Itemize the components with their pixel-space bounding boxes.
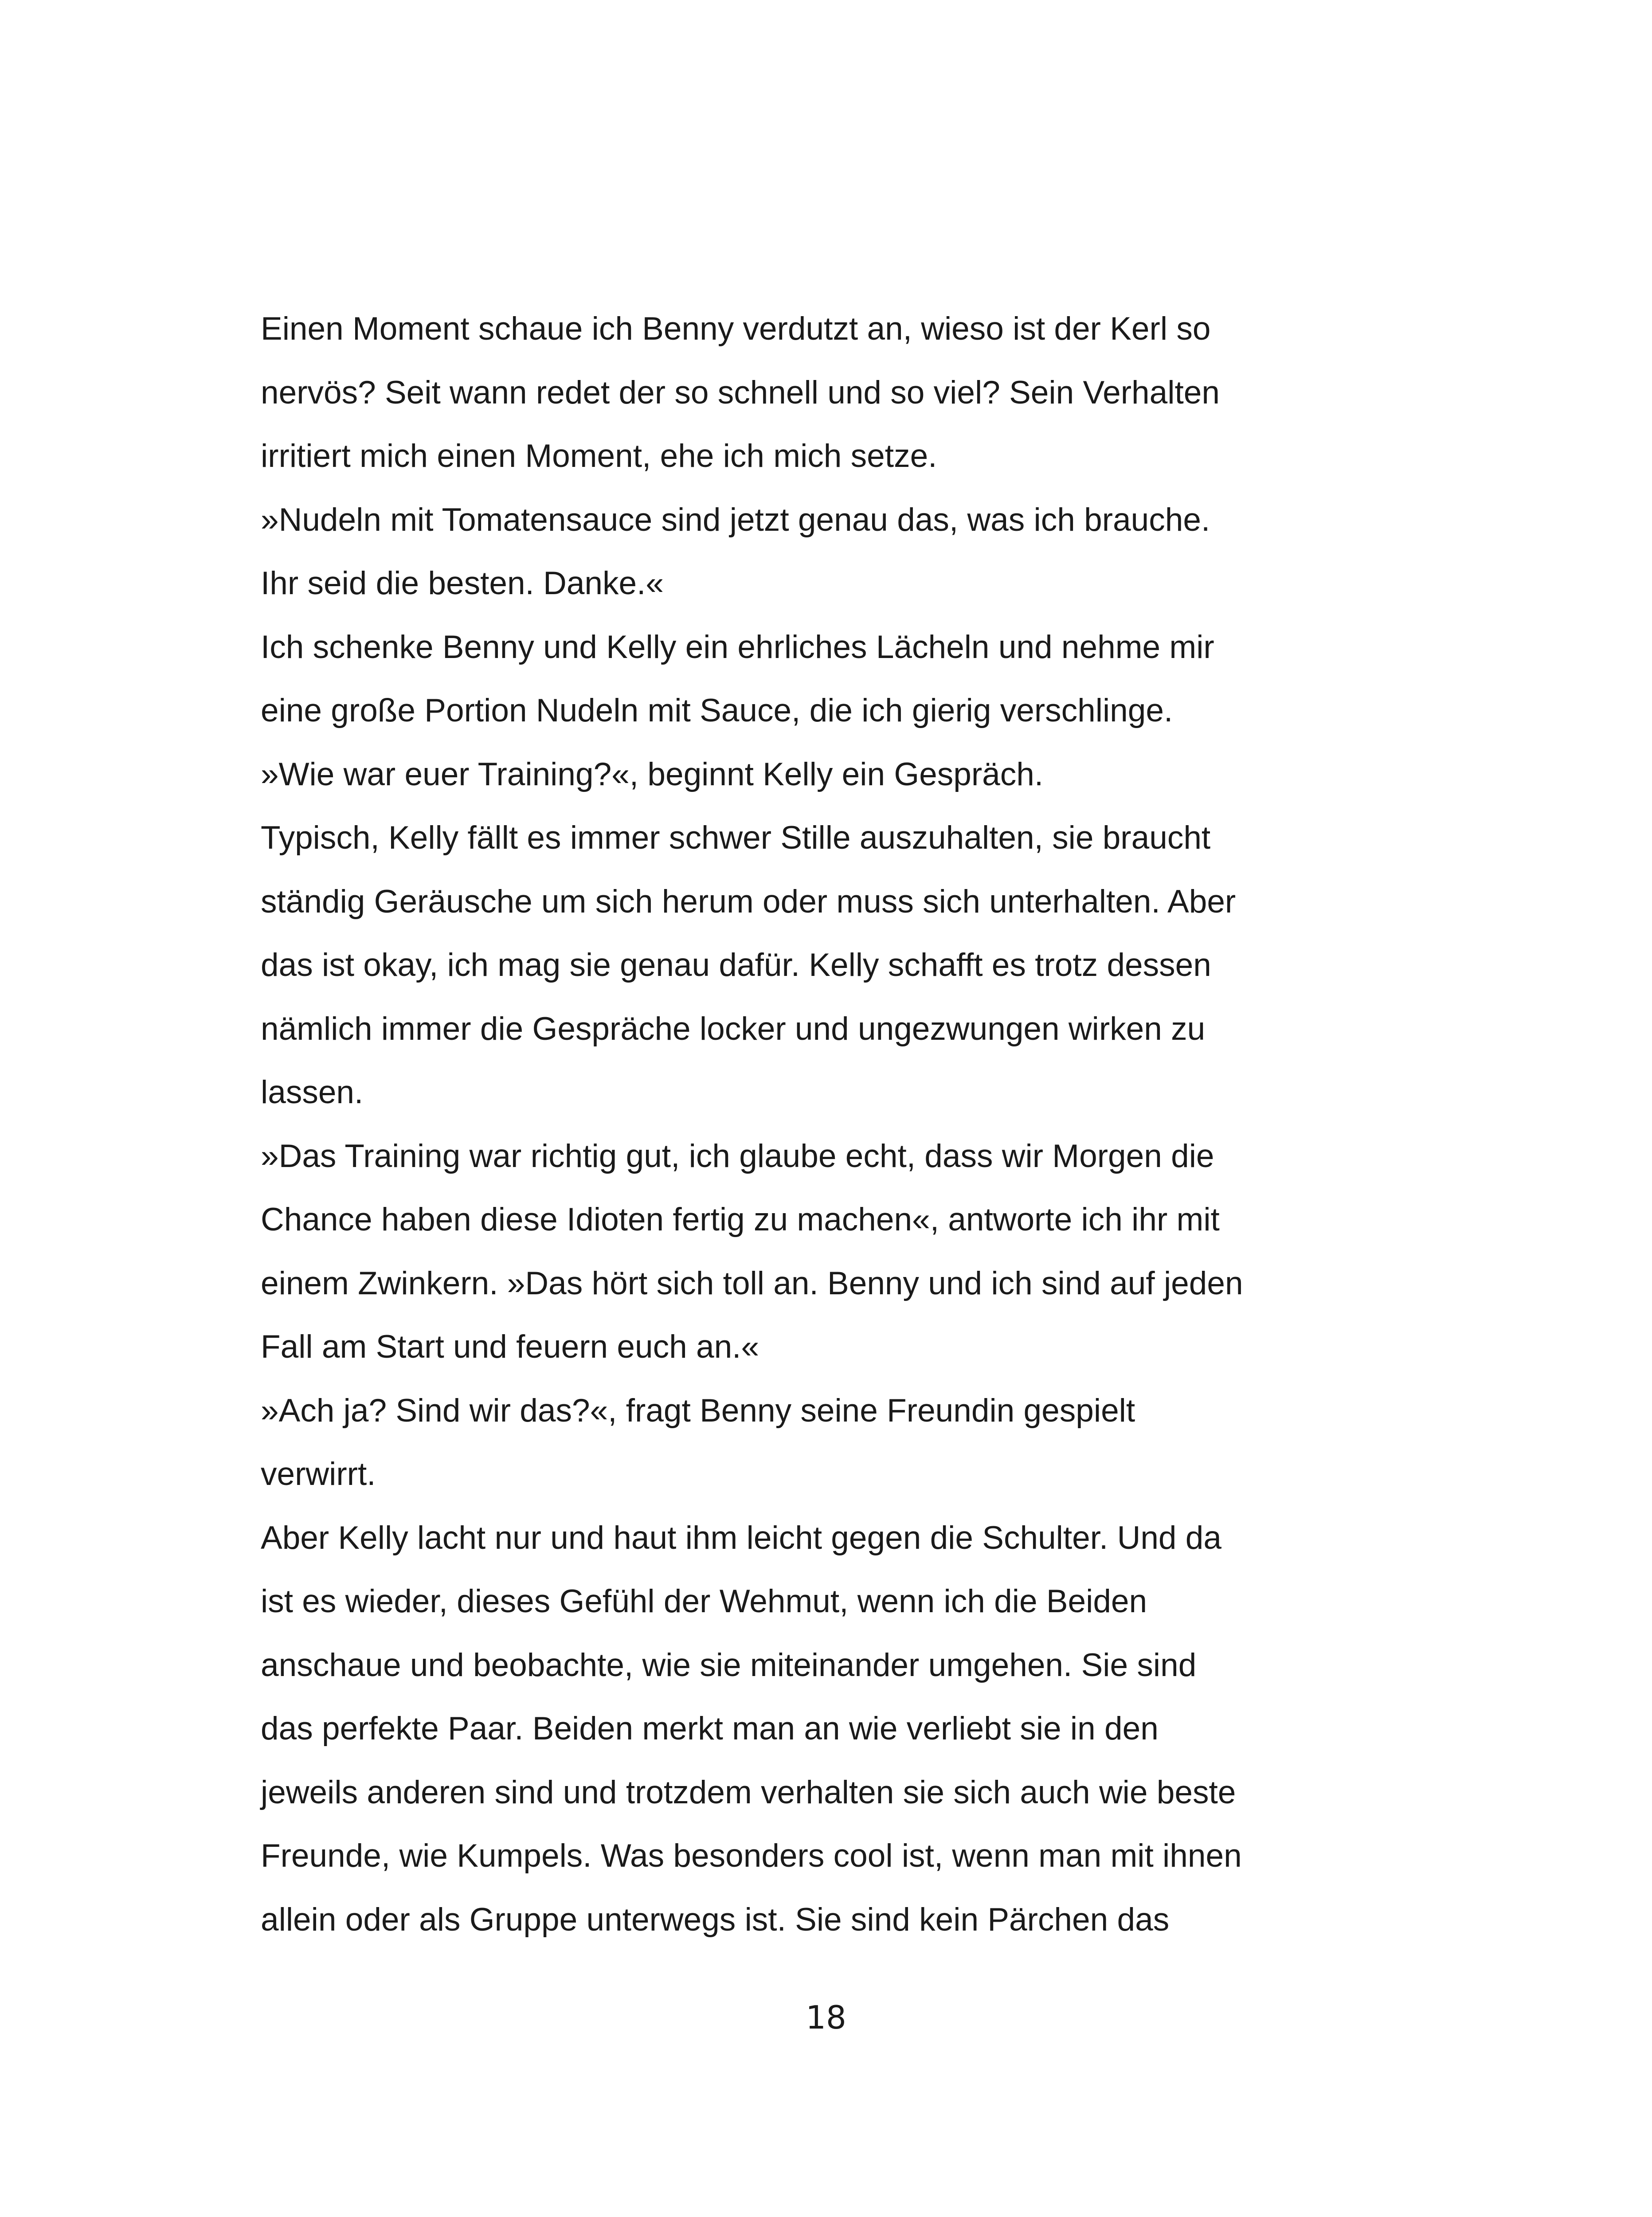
text-line: eine große Portion Nudeln mit Sauce, die ich gierig verschlinge. xyxy=(261,693,1173,729)
text-line: Chance haben diese Idioten fertig zu machen«, antworte ich ihr mit xyxy=(261,1202,1220,1238)
text-line: Freunde, wie Kumpels. Was besonders cool ist, wenn man mit ihnen xyxy=(261,1838,1242,1874)
text-line: einem Zwinkern. »Das hört sich toll an. Benny und ich sind auf jeden xyxy=(261,1265,1243,1301)
text-line: ist es wieder, dieses Gefühl der Wehmut, wenn ich die Beiden xyxy=(261,1583,1147,1619)
text-line: »Wie war euer Training?«, beginnt Kelly ein Gespräch. xyxy=(261,756,1044,792)
text-line: allein oder als Gruppe unterwegs ist. Sie sind kein Pärchen das xyxy=(261,1901,1170,1938)
text-line: Typisch, Kelly fällt es immer schwer Stille auszuhalten, sie braucht xyxy=(261,820,1211,856)
text-line: Aber Kelly lacht nur und haut ihm leicht gegen die Schulter. Und da xyxy=(261,1520,1222,1556)
body-text xyxy=(261,297,1413,1951)
text-line: Fall am Start und feuern euch an.« xyxy=(261,1329,759,1365)
page-number: 18 xyxy=(806,1999,846,2036)
text-line: jeweils anderen sind und trotzdem verhalten sie sich auch wie beste xyxy=(261,1774,1236,1810)
text-line: anschaue und beobachte, wie sie miteinander umgehen. Sie sind xyxy=(261,1647,1197,1683)
text-line: Ich schenke Benny und Kelly ein ehrliches Lächeln und nehme mir xyxy=(261,629,1214,665)
text-line: »Das Training war richtig gut, ich glaube echt, dass wir Morgen die xyxy=(261,1138,1214,1174)
text-line: »Ach ja? Sind wir das?«, fragt Benny seine Freundin gespielt xyxy=(261,1392,1135,1429)
text-line: Ihr seid die besten. Danke.« xyxy=(261,565,664,601)
text-line: das perfekte Paar. Beiden merkt man an wie verliebt sie in den xyxy=(261,1711,1159,1747)
text-line: nervös? Seit wann redet der so schnell und so viel? Sein Verhalten xyxy=(261,374,1220,411)
text-line: »Nudeln mit Tomatensauce sind jetzt genau das, was ich brauche. xyxy=(261,501,1210,538)
text-line: verwirrt. xyxy=(261,1456,376,1492)
text-line: ständig Geräusche um sich herum oder muss sich unterhalten. Aber xyxy=(261,883,1236,920)
text-line: das ist okay, ich mag sie genau dafür. Kelly schafft es trotz dessen xyxy=(261,947,1211,983)
text-line: irritiert mich einen Moment, ehe ich mich setze. xyxy=(261,438,937,474)
text-line: lassen. xyxy=(261,1074,364,1110)
text-line: Einen Moment schaue ich Benny verdutzt an, wieso ist der Kerl so xyxy=(261,311,1211,347)
text-line: nämlich immer die Gespräche locker und ungezwungen wirken zu xyxy=(261,1011,1206,1047)
